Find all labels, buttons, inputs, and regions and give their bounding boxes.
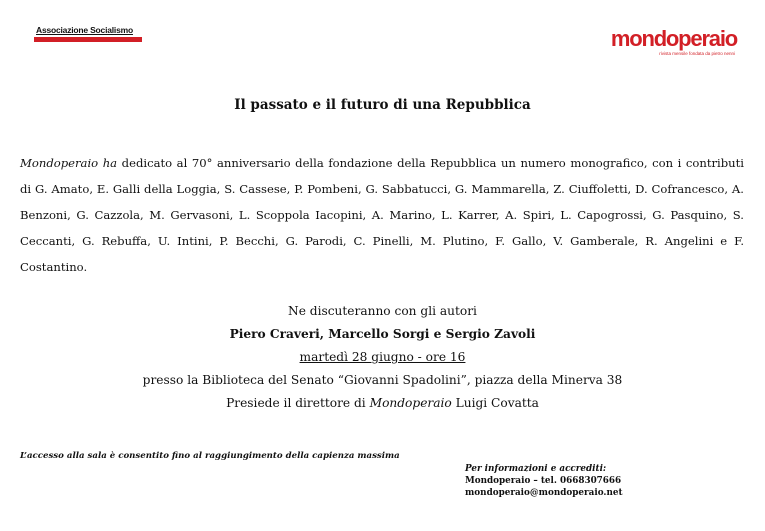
mondoperaio-logo [601,28,737,56]
mondoperaio-tagline: rivista mensile fondata da pietro nenni [659,51,735,56]
event-venue: presso la Biblioteca del Senato “Giovanni Spadolini”, piazza della Minerva 38 [142,373,623,387]
info-header: Per informazioni e accrediti: [465,464,607,474]
chair-journal: Mondoperaio [369,396,452,410]
contact-info [465,463,623,499]
info-email[interactable]: mondoperaio@mondoperaio.net [465,488,623,498]
info-phone: Mondoperaio – tel. 0668307666 [465,476,622,486]
access-note: L’accesso alla sala è consentito fino al raggiungimento della capienza massima [20,451,400,461]
page-title: Il passato e il futuro di una Repubblica [234,97,531,113]
speakers: Piero Craveri, Marcello Sorgi e Sergio Zavoli [229,327,536,341]
event-date-time: martedì 28 giugno - ore 16 [299,350,466,364]
event-details [0,300,765,415]
chair-name: Luigi Covatta [451,396,539,410]
event-chair [0,392,765,415]
associazione-socialismo-logo [34,24,142,42]
intro-text: dedicato al 70° anniversario della fondazione della Repubblica un numero monografico, con i contributi di G. Amato, E. Galli della Loggia, S. Cassese, P. Pombeni, G. Sabbatucci, G. Mammarella, Z. Ciuffoletti, D. Cofrancesco, A. Benzoni, G. Cazzola, M. Gervasoni, L. Scoppola Iacopini, A. Marino, L. Karrer, A. Spiri, L. Capogrossi, G. Pasquino, S. Ceccanti, G. Rebuffa, U. Intini, P. Becchi, G. Parodi, C. Pinelli, M. Plutino, F. Gallo, V. Gamberale, R. Angelini e F. Costantino. [20,156,744,274]
left-logo-text: Associazione Socialismo [36,25,133,35]
chair-prefix: Presiede il direttore di [226,396,370,410]
intro-paragraph [20,150,744,280]
mondoperaio-wordmark: mondoperaio [610,26,737,51]
discussion-intro: Ne discuteranno con gli autori [288,304,477,318]
journal-name: Mondoperaio ha [20,156,118,170]
logo-red-bar [34,37,142,42]
